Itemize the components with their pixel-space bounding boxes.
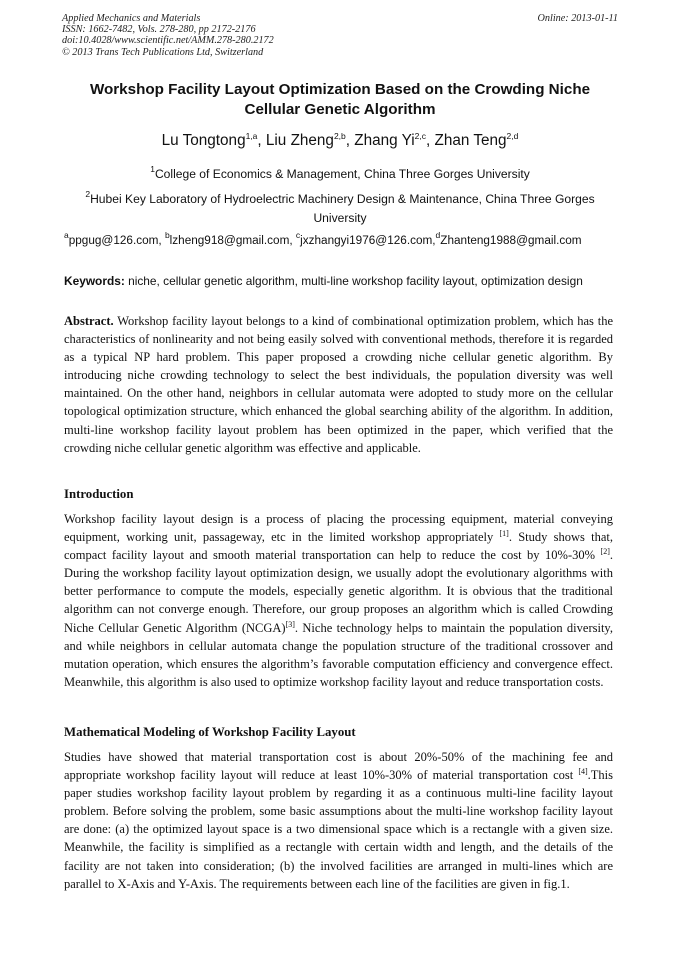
email-link[interactable]: ppgug@126.com, (68, 234, 165, 247)
copyright-line: © 2013 Trans Tech Publications Ltd, Switzerland (62, 46, 264, 58)
author-name: Zhan Teng (434, 132, 507, 149)
introduction-paragraph: Workshop facility layout design is a process of placing the processing equipment, material conveying equipment, working unit, passageway, etc in the limited workshop appropriately [1]. Study shows that, compact facility layout and smooth material transportation can help to reduce the cost by 10%-30% [2]. During the workshop facility layout optimization design, we usually adopt the evolutionary algorithms with better performance to compute the models, especially genetic algorithm. It is obvious that the traditional algorithm can not converge enough. Therefore, our group proposes an algorithm which is called Crowding Niche Cellular Genetic Algorithm (NCGA)[3]. Niche technology helps to maintain the population diversity, and while neighbors in cellular automata change the population structure of the traditional crossover and mutation operation, which ensures the algorithm’s favorable computation efficiency and convergence effect. Meanwhile, this algorithm is also used to optimize workshop facility layout and reduce transportation costs. (64, 512, 613, 689)
abstract-label: Abstract. (64, 314, 114, 328)
citation[interactable]: [2] (600, 547, 610, 557)
author-name: Liu Zheng (265, 132, 334, 149)
email-link[interactable]: jxzhangyi1976@126.com, (300, 234, 436, 247)
author-list: Lu Tongtong$^{1,a}$, Liu Zheng$^{2,b}$, Zhang Yi$^{2,c}$, Zhan Teng$^{2,d}$ (161, 131, 519, 149)
author-sup: 1,a (245, 131, 258, 141)
citation[interactable]: [3] (285, 619, 295, 629)
keywords (64, 273, 616, 289)
paper-title (64, 80, 616, 120)
author-sup: 2,c (414, 131, 427, 141)
keywords-label: Keywords: (64, 274, 125, 288)
issn-line: ISSN: 1662-7482, Vols. 278-280, pp 2172-2176 (62, 24, 256, 36)
affiliation-1: $^1$College of Economics & Management, China Three Gorges University (150, 164, 530, 181)
affiliation-2: $^2$Hubei Key Laboratory of Hydroelectric Machinery Design & Maintenance, China Three Gorges University (85, 189, 595, 225)
journal-header (62, 13, 618, 58)
abstract (64, 312, 613, 457)
author-name: Zhang Yi (354, 132, 415, 149)
email-link[interactable]: Zhanteng1988@gmail.com (440, 234, 582, 247)
section-heading-modeling: Mathematical Modeling of Workshop Facility Layout (64, 725, 356, 739)
title-line-2: Cellular Genetic Algorithm (244, 101, 436, 118)
author-name: Lu Tongtong (161, 132, 246, 149)
keywords-text: niche, cellular genetic algorithm, multi-line workshop facility layout, optimization design (124, 274, 583, 288)
citation[interactable]: [1] (499, 529, 509, 539)
citation[interactable]: [4] (578, 767, 588, 777)
abstract-text: Workshop facility layout belongs to a kind of combinational optimization problem, which has the characteristics of nonlinearity and not being easily solved with conventional methods, therefore it is regarded as a typical NP hard problem. This paper proposed a crowding niche cellular genetic algorithm. By introducing niche crowding technology to select the best individuals, the population diversity was well maintained. On the other hand, neighbors in cellular automata were adopted to study more on the cellular topological optimization structure, which enhanced the global searching ability of the algorithm. In addition, multi-line workshop facility layout problem has been optimized in the paper, which verified that the crowding niche cellular genetic algorithm was effective and applicable. (64, 314, 613, 455)
author-sup: 2,d (506, 131, 519, 141)
section-heading-introduction: Introduction (64, 487, 134, 501)
modeling-paragraph: Studies have showed that material transportation cost is about 20%-50% of the machining fee and appropriate workshop facility layout will reduce at least 10%-30% of material transportation cost [4].This paper studies workshop facility layout problem by regarding it as a continuous multi-line facility layout problem. Before solving the problem, some basic assumptions about the multi-line workshop facility layout are done: (a) the optimized layout space is a two dimensional space which is a rectangle with a given size. Meanwhile, the facility is simplified as a rectangle with certain width and length, and the details of the facility are not taken into consideration; (b) the involved facilities are arranged in multi-lines which are parallel to X-Axis and Y-Axis. The requirements between each line of the facilities are given in fig.1. (64, 750, 613, 891)
online-date: Online: 2013-01-11 (537, 13, 618, 24)
author-emails: $^a$ppgug@126.com, $^b$lzheng918@gmail.com, $^c$jxzhangyi1976@126.com,$^d$Zhanteng1988@gmail.com (64, 230, 582, 247)
email-link[interactable]: lzheng918@gmail.com, (169, 234, 296, 247)
author-sup: 2,b (333, 131, 346, 141)
journal-name: Applied Mechanics and Materials (62, 13, 201, 24)
doi-line: doi:10.4028/www.scientific.net/AMM.278-280.2172 (62, 35, 274, 47)
title-line-1: Workshop Facility Layout Optimization Based on the Crowding Niche (89, 81, 591, 98)
